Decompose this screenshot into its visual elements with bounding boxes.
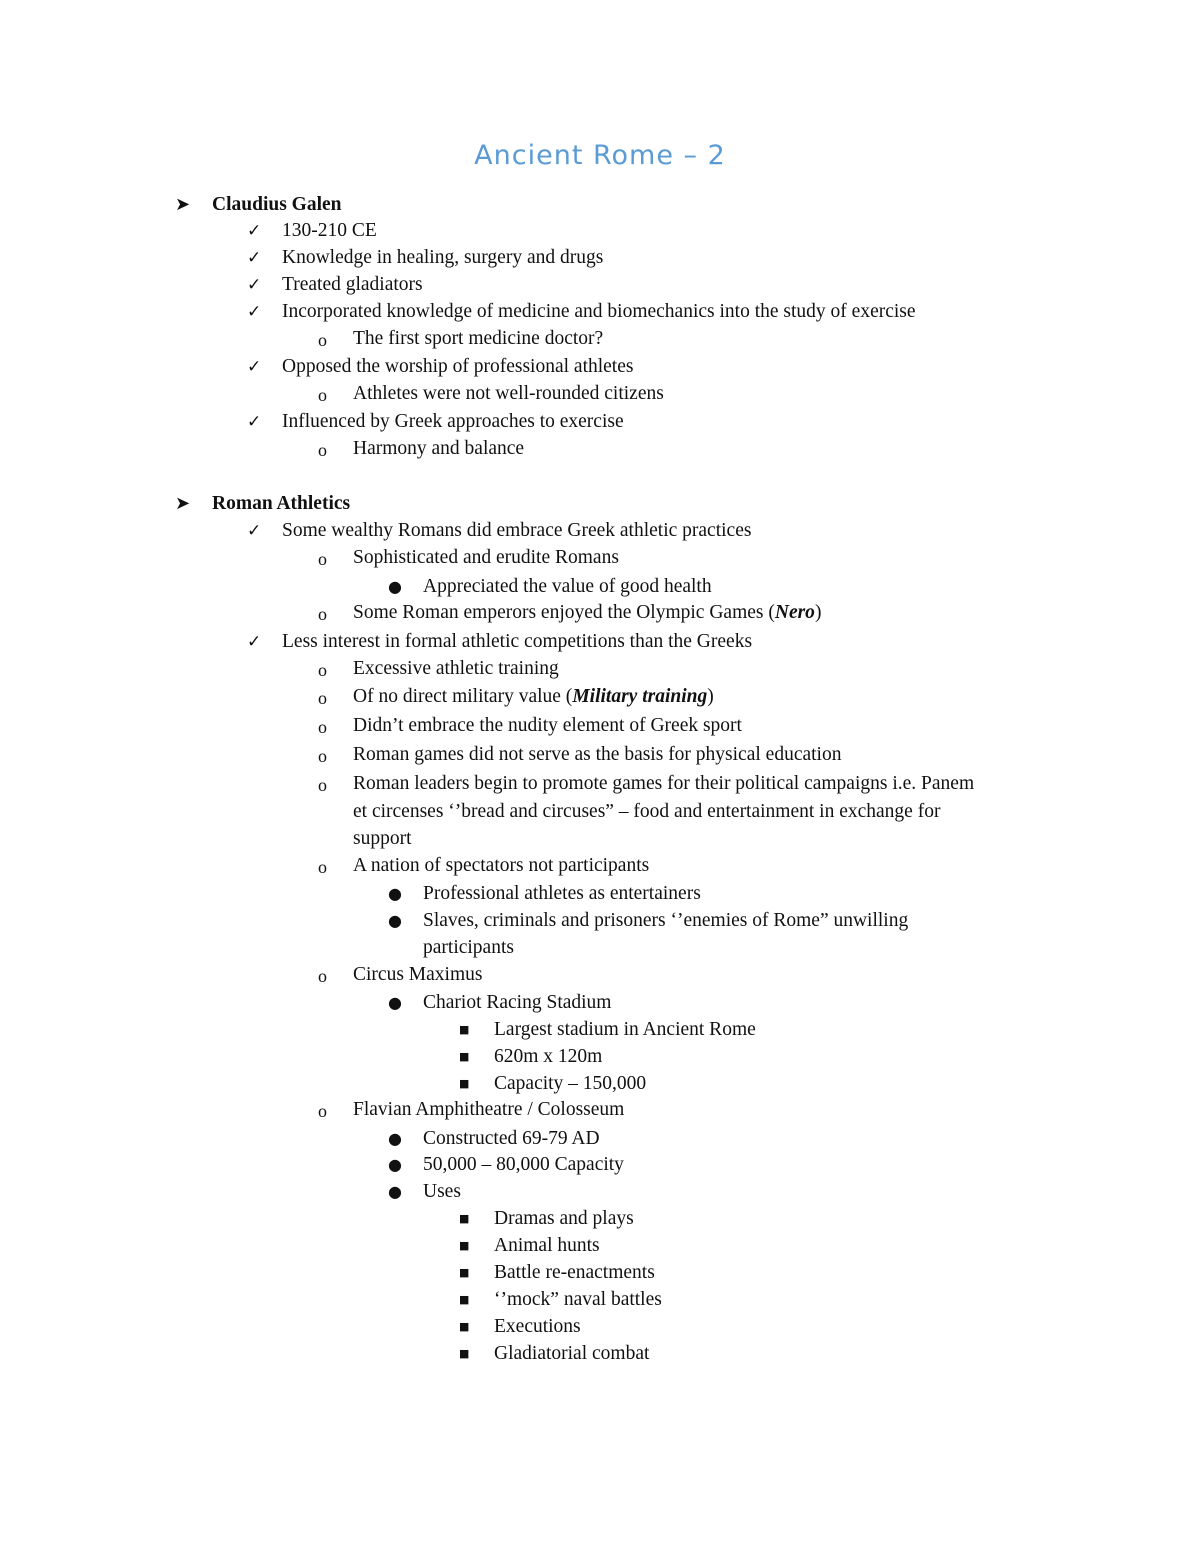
- list-item: Executions: [494, 1316, 581, 1337]
- square-bullet-icon: ■: [459, 1347, 470, 1360]
- list-item: Didn’t embrace the nudity element of Greek sport: [353, 715, 742, 736]
- list-item: Uses: [423, 1181, 461, 1202]
- list-item: Capacity – 150,000: [494, 1073, 647, 1094]
- list-item: Professional athletes as entertainers: [423, 883, 701, 904]
- dot-bullet-icon: ●: [388, 1155, 402, 1174]
- list-item: Athletes were not well-rounded citizens: [353, 383, 664, 404]
- list-item: Appreciated the value of good health: [423, 576, 712, 597]
- list-item: Flavian Amphitheatre / Colosseum: [353, 1099, 625, 1120]
- circle-bullet-icon: o: [318, 549, 327, 569]
- list-item: Largest stadium in Ancient Rome: [494, 1019, 756, 1040]
- arrow-bullet-icon: ➤: [175, 194, 191, 215]
- circle-bullet-icon: o: [318, 1101, 327, 1121]
- list-item: Chariot Racing Stadium: [423, 992, 612, 1013]
- list-item: The first sport medicine doctor?: [353, 328, 604, 349]
- list-item: Battle re-enactments: [494, 1262, 655, 1283]
- check-bullet-icon: ✓: [247, 302, 262, 322]
- list-item: A nation of spectators not participants: [353, 855, 650, 876]
- circle-bullet-icon: o: [318, 717, 327, 737]
- square-bullet-icon: ■: [459, 1239, 470, 1252]
- dot-bullet-icon: ●: [388, 911, 402, 930]
- circle-bullet-icon: o: [318, 688, 327, 708]
- circle-bullet-icon: o: [318, 775, 327, 795]
- circle-bullet-icon: o: [318, 440, 327, 460]
- page-title: Ancient Rome – 2: [474, 140, 726, 171]
- square-bullet-icon: ■: [459, 1023, 470, 1036]
- square-bullet-icon: ■: [459, 1293, 470, 1306]
- list-item: 130-210 CE: [282, 220, 377, 241]
- list-item-continuation: et circenses ‘’bread and circuses” – food and entertainment in exchange for: [353, 801, 941, 822]
- list-item: Harmony and balance: [353, 438, 525, 459]
- list-item-continuation: participants: [423, 937, 514, 958]
- list-item-text: Some Roman emperors enjoyed the Olympic Games (: [353, 602, 775, 623]
- list-item: 50,000 – 80,000 Capacity: [423, 1154, 624, 1175]
- list-item: 620m x 120m: [494, 1046, 603, 1067]
- list-item-text: ): [814, 602, 822, 623]
- check-bullet-icon: ✓: [247, 412, 262, 432]
- circle-bullet-icon: o: [318, 385, 327, 405]
- list-item: Excessive athletic training: [353, 658, 559, 679]
- list-item: Circus Maximus: [353, 964, 483, 985]
- circle-bullet-icon: o: [318, 660, 327, 680]
- list-item: Influenced by Greek approaches to exercise: [282, 411, 624, 432]
- dot-bullet-icon: ●: [388, 993, 402, 1012]
- list-item-text: ): [707, 686, 714, 707]
- list-item: Slaves, criminals and prisoners ‘’enemies of Rome” unwilling: [423, 910, 909, 931]
- circle-bullet-icon: o: [318, 330, 327, 350]
- dot-bullet-icon: ●: [388, 577, 402, 596]
- section-heading-claudius-galen: Claudius Galen: [212, 194, 342, 215]
- check-bullet-icon: ✓: [247, 632, 262, 652]
- circle-bullet-icon: o: [318, 857, 327, 877]
- check-bullet-icon: ✓: [247, 521, 262, 541]
- check-bullet-icon: ✓: [247, 357, 262, 377]
- list-item: Sophisticated and erudite Romans: [353, 547, 619, 568]
- emphasis-text: Military training: [572, 686, 708, 707]
- square-bullet-icon: ■: [459, 1077, 470, 1090]
- list-item: ‘’mock” naval battles: [494, 1289, 662, 1310]
- list-item: Dramas and plays: [494, 1208, 634, 1229]
- square-bullet-icon: ■: [459, 1050, 470, 1063]
- check-bullet-icon: ✓: [247, 248, 262, 268]
- list-item: Knowledge in healing, surgery and drugs: [282, 247, 604, 268]
- dot-bullet-icon: ●: [388, 884, 402, 903]
- list-item: Some wealthy Romans did embrace Greek athletic practices: [282, 520, 752, 541]
- list-item: [353, 685, 714, 709]
- section-heading-roman-athletics: Roman Athletics: [212, 493, 351, 514]
- list-item: Less interest in formal athletic competitions than the Greeks: [282, 631, 753, 652]
- list-item: Incorporated knowledge of medicine and biomechanics into the study of exercise: [282, 301, 916, 322]
- list-item: Opposed the worship of professional athletes: [282, 356, 634, 377]
- list-item-continuation: support: [353, 828, 412, 849]
- dot-bullet-icon: ●: [388, 1182, 402, 1201]
- check-bullet-icon: ✓: [247, 221, 262, 241]
- list-item-text: Of no direct military value (: [353, 686, 573, 707]
- square-bullet-icon: ■: [459, 1212, 470, 1225]
- list-item: Roman leaders begin to promote games for their political campaigns i.e. Panem: [353, 773, 975, 794]
- check-bullet-icon: ✓: [247, 275, 262, 295]
- circle-bullet-icon: o: [318, 746, 327, 766]
- list-item: Gladiatorial combat: [494, 1343, 650, 1364]
- list-item: Animal hunts: [494, 1235, 600, 1256]
- list-item: [353, 601, 821, 625]
- emphasis-text: Nero: [774, 602, 815, 623]
- list-item: Constructed 69-79 AD: [423, 1128, 600, 1149]
- square-bullet-icon: ■: [459, 1320, 470, 1333]
- circle-bullet-icon: o: [318, 966, 327, 986]
- list-item: Roman games did not serve as the basis for physical education: [353, 744, 842, 765]
- list-item: Treated gladiators: [282, 274, 423, 295]
- dot-bullet-icon: ●: [388, 1129, 402, 1148]
- arrow-bullet-icon: ➤: [175, 493, 191, 514]
- square-bullet-icon: ■: [459, 1266, 470, 1279]
- circle-bullet-icon: o: [318, 604, 327, 624]
